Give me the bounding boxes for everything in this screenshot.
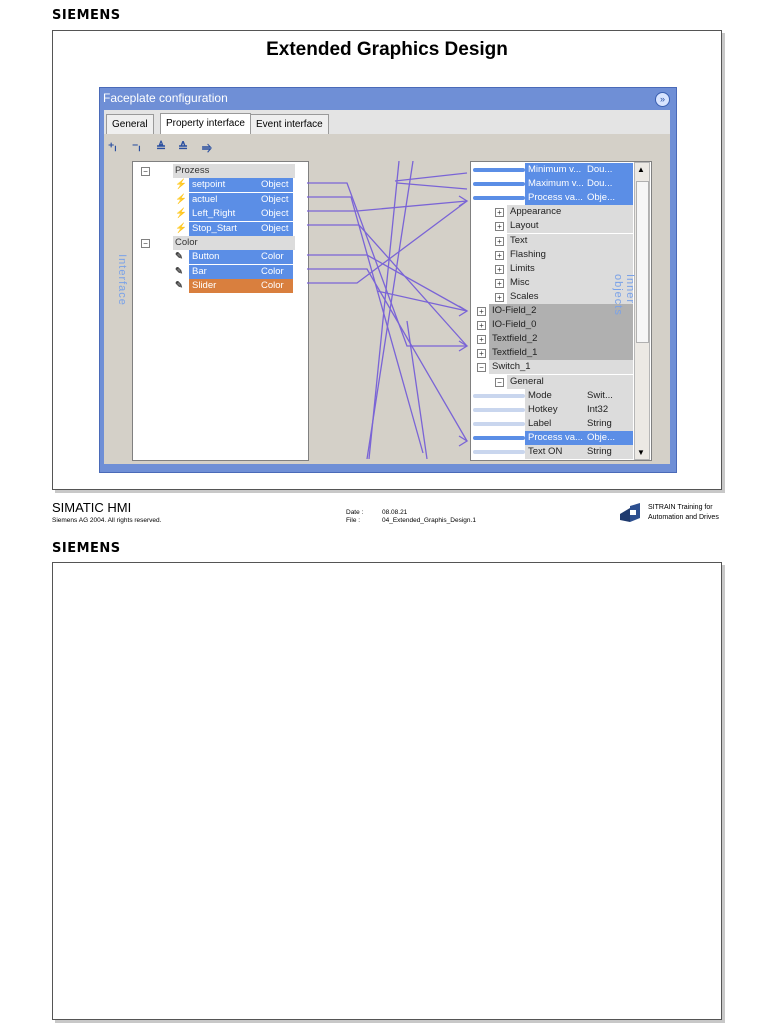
inner-tree-scrollbar[interactable] <box>634 162 650 460</box>
lightning-icon: ⚡ <box>175 193 187 205</box>
line-b <box>367 161 413 459</box>
line-slider <box>307 201 467 283</box>
inner-object-item[interactable] <box>525 191 633 205</box>
inner-object-item[interactable] <box>525 403 633 417</box>
footer-file-label: File : <box>346 517 361 524</box>
inner-object-type: Swit... <box>587 389 613 401</box>
tab-event-interface[interactable]: Event interface <box>250 114 329 134</box>
inner-object-item[interactable] <box>489 332 633 346</box>
collapse-icon[interactable]: − <box>477 363 486 372</box>
slide-title: Extended Graphics Design <box>266 39 508 60</box>
line-actuel <box>307 197 423 453</box>
inner-object-item[interactable] <box>489 318 633 332</box>
interface-item-name: actuel <box>192 193 218 205</box>
inner-object-name: Appearance <box>510 206 562 218</box>
connector-pin <box>473 436 525 440</box>
add-item-icon[interactable]: ⁺ₗ <box>108 140 117 154</box>
interface-item-name: Bar <box>192 265 207 277</box>
footer-date-value: 08.08.21 <box>382 509 408 516</box>
expand-icon[interactable]: + <box>477 321 486 330</box>
inner-object-name: Minimum v... <box>528 164 582 175</box>
line-c <box>395 173 467 181</box>
inner-object-item[interactable] <box>525 445 633 459</box>
expand-icon[interactable]: ⥤ <box>202 140 212 154</box>
inner-object-name: Process va... <box>528 431 583 443</box>
footer-sitrain-2: Automation and Drives <box>648 514 719 521</box>
connector-pin <box>473 408 525 412</box>
inner-object-name: Label <box>528 417 552 429</box>
connector-pin <box>473 168 525 172</box>
inner-object-item[interactable] <box>525 417 633 431</box>
expand-icon[interactable]: + <box>495 208 504 217</box>
collapse-icon[interactable]: » <box>655 92 670 107</box>
inner-object-type: String <box>587 417 612 429</box>
collapse-icon[interactable]: − <box>495 378 504 387</box>
interface-item-type: Object <box>261 222 289 234</box>
inner-object-name: Textfield_2 <box>492 333 538 345</box>
connector-pin <box>473 422 525 426</box>
interface-item[interactable] <box>189 222 293 236</box>
footer-file-value: 04_Extended_Graphis_Design.1 <box>382 517 476 524</box>
line-left-right <box>307 201 467 211</box>
expand-icon[interactable]: + <box>495 279 504 288</box>
interface-item-type: Color <box>261 251 284 263</box>
inner-object-item[interactable] <box>489 360 633 374</box>
inner-object-item[interactable] <box>525 431 633 445</box>
scroll-down-icon[interactable]: ▼ <box>637 448 645 457</box>
sitrain-logo-icon <box>618 502 642 524</box>
slide-2 <box>52 562 722 1020</box>
inner-object-name: Hotkey <box>528 403 558 415</box>
slide-1 <box>52 30 722 490</box>
expand-icon[interactable]: + <box>477 307 486 316</box>
footer-product: SIMATIC HMI <box>52 500 132 515</box>
inner-object-item[interactable] <box>525 177 633 191</box>
inner-object-name: Text ON <box>528 446 563 457</box>
collapse-icon[interactable]: − <box>141 239 150 248</box>
interface-item[interactable] <box>189 207 293 221</box>
siemens-logo-page2: SIEMENS <box>52 541 121 556</box>
inner-object-item[interactable] <box>525 389 633 403</box>
window-title: Faceplate configuration <box>103 91 228 105</box>
remove-item-icon[interactable]: ⁻ₗ <box>132 140 141 154</box>
inner-object-item[interactable] <box>489 346 633 360</box>
inner-object-item[interactable] <box>507 219 633 233</box>
editor-panel <box>104 134 670 464</box>
inner-object-name: Process va... <box>528 192 583 204</box>
siemens-logo-top: SIEMENS <box>52 8 121 23</box>
inner-object-name: General <box>510 375 544 387</box>
footer-copyright: Siemens AG 2004. All rights reserved. <box>52 517 162 524</box>
connector-pin <box>473 182 525 186</box>
inner-object-name: Scales <box>510 290 539 302</box>
interface-item-name: Button <box>192 251 220 263</box>
interface-item[interactable] <box>189 265 293 279</box>
inner-object-item[interactable] <box>507 375 633 389</box>
scroll-thumb[interactable] <box>636 181 649 343</box>
interface-item-type: Object <box>261 208 289 220</box>
lightning-icon: ⚡ <box>175 222 187 234</box>
interface-tree <box>132 161 309 461</box>
inner-object-item[interactable] <box>507 234 633 248</box>
footer-date-label: Date : <box>346 509 364 516</box>
connector-pin <box>473 196 525 200</box>
faceplate-window <box>99 87 677 473</box>
inner-object-type: Int32 <box>587 403 609 415</box>
interface-item-name: setpoint <box>192 179 226 191</box>
tab-strip <box>104 110 670 134</box>
interface-item-type: Color <box>261 265 284 277</box>
interface-item-name: Stop_Start <box>192 222 237 234</box>
expand-icon[interactable]: + <box>495 222 504 231</box>
footer-sitrain-1: SITRAIN Training for <box>648 504 713 511</box>
lightning-icon: ⚡ <box>175 179 187 191</box>
inner-object-type: Dou... <box>587 164 613 175</box>
line-f <box>407 321 427 459</box>
interface-item-type: Object <box>261 179 289 191</box>
inner-object-name: Layout <box>510 220 539 232</box>
inner-object-name: Limits <box>510 262 535 274</box>
interface-item[interactable] <box>189 178 293 192</box>
brush-icon: ✎ <box>175 280 183 292</box>
scroll-up-icon[interactable]: ▲ <box>637 165 645 174</box>
inner-objects-label: Inner objects <box>612 274 636 316</box>
inner-object-name: Textfield_1 <box>492 347 538 359</box>
connector-pin <box>473 394 525 398</box>
expand-icon[interactable]: + <box>495 251 504 260</box>
mapping-lines <box>307 161 467 459</box>
inner-object-type: Dou... <box>587 178 613 190</box>
line-setpoint <box>307 183 467 346</box>
inner-object-type: String <box>587 446 612 457</box>
interface-item-name: Left_Right <box>192 208 236 220</box>
inner-object-type: Obje... <box>587 192 615 204</box>
interface-group[interactable]: Prozess <box>173 164 295 178</box>
move-up-icon[interactable]: ≜ <box>156 140 167 154</box>
inner-object-name: IO-Field_0 <box>492 319 537 331</box>
brush-icon: ✎ <box>175 265 183 277</box>
expand-icon[interactable]: + <box>477 335 486 344</box>
connection-lines <box>307 161 469 459</box>
expand-icon[interactable]: + <box>495 265 504 274</box>
inner-object-name: Flashing <box>510 248 546 260</box>
inner-object-item[interactable] <box>507 205 633 219</box>
expand-icon[interactable]: + <box>495 237 504 246</box>
inner-object-name: Maximum v... <box>528 178 584 190</box>
toolbar <box>108 140 228 156</box>
interface-item[interactable] <box>189 250 293 264</box>
collapse-icon[interactable]: − <box>141 167 150 176</box>
interface-item-type: Color <box>261 280 284 292</box>
inner-object-type: Obje... <box>587 431 615 443</box>
brush-icon: ✎ <box>175 251 183 263</box>
move-down-icon[interactable]: ≙ <box>178 140 189 154</box>
inner-object-item[interactable] <box>525 163 633 177</box>
lightning-icon: ⚡ <box>175 208 187 220</box>
interface-item-name: Slider <box>192 280 217 292</box>
interface-item[interactable] <box>189 193 293 207</box>
connector-pin <box>473 450 525 454</box>
arrow-heads <box>459 196 467 446</box>
interface-item[interactable] <box>189 279 293 293</box>
interface-group[interactable]: Color <box>173 236 295 250</box>
inner-object-name: IO-Field_2 <box>492 305 537 316</box>
expand-icon[interactable]: + <box>495 293 504 302</box>
inner-object-name: Switch_1 <box>492 361 531 373</box>
interface-label: Interface <box>115 254 128 306</box>
inner-object-name: Misc <box>510 276 530 288</box>
inner-object-name: Text <box>510 234 528 246</box>
tab-property-interface[interactable]: Property interface <box>160 113 251 134</box>
line-d <box>397 183 467 189</box>
inner-object-name: Mode <box>528 389 552 401</box>
tab-general[interactable]: General <box>106 114 154 134</box>
line-bar <box>307 269 467 441</box>
interface-item-type: Object <box>261 193 289 205</box>
inner-object-item[interactable] <box>507 248 633 262</box>
expand-icon[interactable]: + <box>477 349 486 358</box>
